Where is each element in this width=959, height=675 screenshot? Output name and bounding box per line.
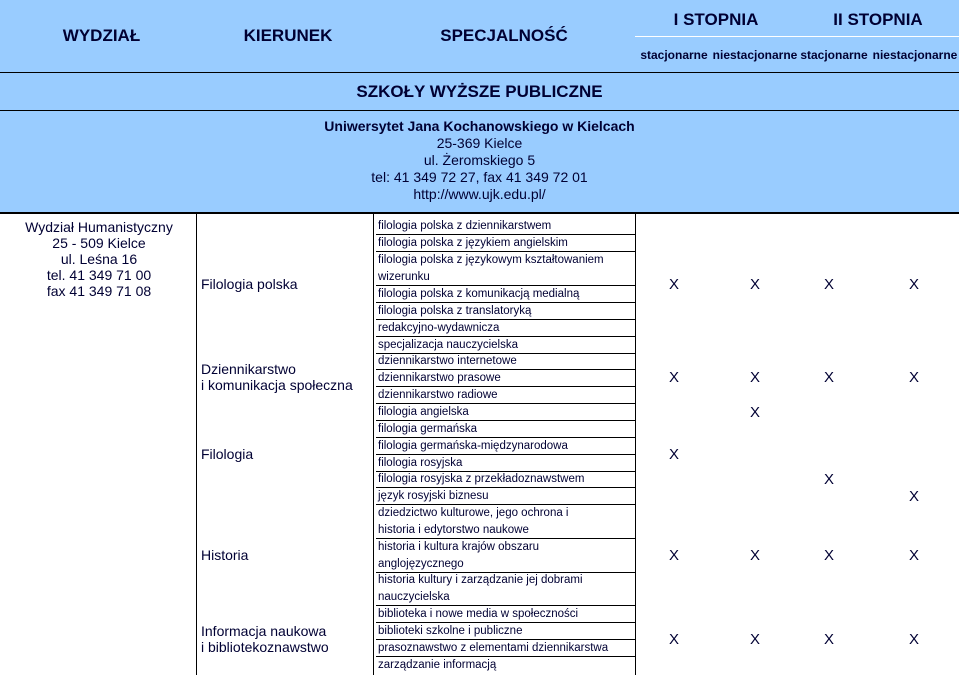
column-separator <box>635 214 636 675</box>
offer-mark: X <box>823 631 834 648</box>
offer-mark: X <box>749 631 760 648</box>
offer-mark: X <box>908 276 919 293</box>
column-header-stacjonarne-2: stacjonarne <box>800 48 868 62</box>
faculty-postal: 25 - 509 Kielce <box>52 235 146 251</box>
specjalnosc-row: filologia polska z translatoryką <box>376 303 635 320</box>
column-header-stopien-1: I STOPNIA <box>673 10 759 29</box>
specjalnosc-row: historia i kultura krajów obszaru <box>378 541 540 553</box>
column-separator <box>196 214 197 675</box>
offer-mark: X <box>749 404 760 421</box>
university-website: http://www.ujk.edu.pl/ <box>413 186 546 202</box>
specjalnosc-row: filologia polska z językowym kształtowaniem <box>378 254 604 266</box>
university-phone: tel: 41 349 72 27, fax 41 349 72 01 <box>371 169 588 185</box>
kierunek-label: i bibliotekoznawstwo <box>201 639 329 655</box>
faculty-fax: fax 41 349 71 08 <box>46 283 152 299</box>
specjalnosc-row: filologia rosyjska z przekładoznawstwem <box>376 471 635 488</box>
specjalnosc-row: filologia germańska-międzynarodowa <box>376 438 635 455</box>
faculty-info <box>4 219 194 299</box>
divider <box>0 72 959 73</box>
kierunek-label: i komunikacja społeczna <box>201 377 353 393</box>
offer-mark: X <box>668 631 679 648</box>
offer-mark: X <box>749 547 760 564</box>
offer-mark: X <box>668 276 679 293</box>
column-header-niestacjonarne-1: niestacjonarne <box>712 48 798 62</box>
column-header-stacjonarne-1: stacjonarne <box>640 48 708 62</box>
specjalnosc-row: filologia polska z językiem angielskim <box>376 235 635 252</box>
offer-mark: X <box>823 547 834 564</box>
offer-mark: X <box>823 276 834 293</box>
specjalnosc-row: biblioteka i nowe media w społeczności <box>376 606 635 623</box>
faculty-name: Wydział Humanistyczny <box>25 219 173 235</box>
specjalnosc-row: filologia rosyjska <box>376 455 635 472</box>
kierunek-label: Informacja naukowa <box>201 623 327 639</box>
column-header-specjalnosc: SPECJALNOŚĆ <box>440 26 568 45</box>
offer-mark: X <box>908 547 919 564</box>
specjalnosc-row: historia kultury i zarządzanie jej dobrami <box>378 574 583 586</box>
specjalnosc-row: dziennikarstwo prasowe <box>376 370 635 387</box>
kierunek-historia: Historia <box>201 547 249 563</box>
column-separator <box>373 214 374 675</box>
offer-mark: X <box>749 369 760 386</box>
specjalnosc-row: nauczycielska <box>376 589 635 606</box>
specjalnosc-row: dziennikarstwo radiowe <box>376 387 635 404</box>
offer-mark: X <box>668 547 679 564</box>
faculty-street: ul. Leśna 16 <box>60 251 138 267</box>
specjalnosc-row: dziedzictwo kulturowe, jego ochrona i <box>378 507 569 519</box>
divider <box>0 110 959 111</box>
specjalnosc-row: zarządzanie informacją <box>378 659 497 671</box>
specjalnosc-row: filologia germańska <box>376 421 635 438</box>
specjalnosc-row: filologia polska z komunikacją medialną <box>376 286 635 303</box>
section-title: SZKOŁY WYŻSZE PUBLICZNE <box>356 82 603 101</box>
offer-mark: X <box>823 471 834 488</box>
divider <box>0 212 959 214</box>
column-header-stopien-2: II STOPNIA <box>833 10 923 29</box>
kierunek-dziennikarstwo <box>201 361 353 393</box>
faculty-tel: tel. 41 349 71 00 <box>46 267 152 283</box>
offer-mark: X <box>668 369 679 386</box>
kierunek-filologia: Filologia <box>201 446 254 462</box>
column-header-kierunek: KIERUNEK <box>243 26 333 45</box>
offer-mark: X <box>668 446 679 463</box>
university-name: Uniwersytet Jana Kochanowskiego w Kielcach <box>324 118 635 134</box>
kierunek-filologia-polska: Filologia polska <box>201 276 298 292</box>
column-header-niestacjonarne-2: niestacjonarne <box>872 48 958 62</box>
divider <box>635 36 959 37</box>
offer-mark: X <box>908 631 919 648</box>
specjalnosc-row: filologia polska z dziennikarstwem <box>376 218 635 235</box>
specjalnosc-row: filologia angielska <box>376 404 635 421</box>
table-header <box>0 0 959 212</box>
offer-mark: X <box>749 276 760 293</box>
offer-mark: X <box>823 369 834 386</box>
kierunek-label: Dziennikarstwo <box>201 361 296 377</box>
column-header-wydzial: WYDZIAŁ <box>62 26 141 45</box>
university-info <box>0 118 959 203</box>
specjalnosc-row: redakcyjno-wydawnicza <box>376 320 635 337</box>
university-street: ul. Żeromskiego 5 <box>423 152 536 168</box>
specjalnosc-row: anglojęzycznego <box>376 556 635 573</box>
kierunek-informacja-naukowa <box>201 623 329 655</box>
offer-mark: X <box>908 488 919 505</box>
specjalnosc-row: biblioteki szkolne i publiczne <box>376 623 635 640</box>
offer-mark: X <box>908 369 919 386</box>
specjalnosc-row: prasoznawstwo z elementami dziennikarstwa <box>376 640 635 657</box>
university-postal: 25-369 Kielce <box>436 135 523 151</box>
specjalnosc-row: język rosyjski biznesu <box>376 488 635 505</box>
specjalnosc-row: dziennikarstwo internetowe <box>376 353 635 370</box>
specjalnosc-row: specjalizacja nauczycielska <box>376 337 635 354</box>
specjalnosc-row: wizerunku <box>376 269 635 286</box>
specjalnosc-row: historia i edytorstwo naukowe <box>376 522 635 539</box>
